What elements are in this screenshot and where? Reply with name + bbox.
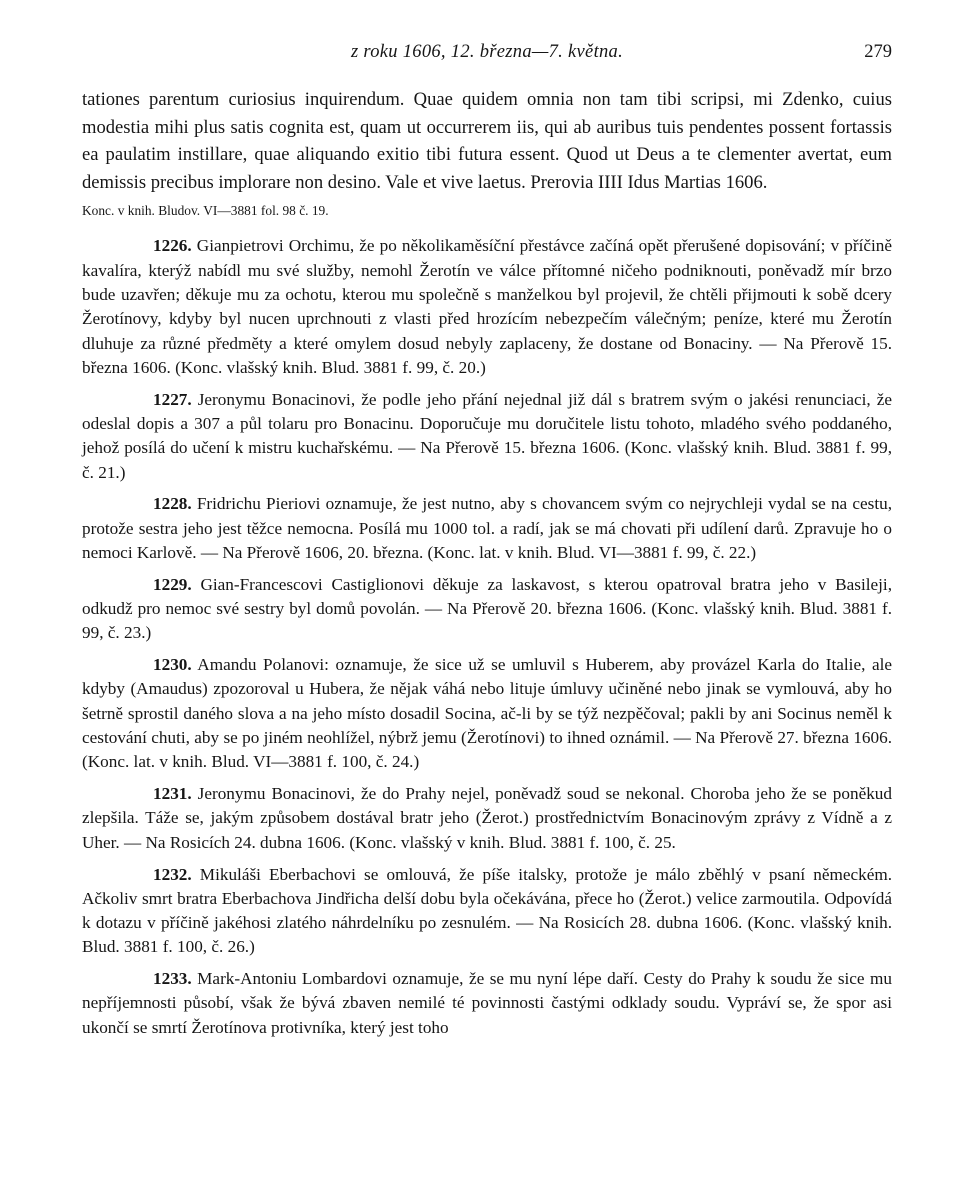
entry-number: 1231. [153, 784, 192, 804]
entry-number: 1229. [153, 574, 192, 594]
letter-entry-1232 [82, 863, 892, 960]
source-citation: Konc. v knih. Bludov. VI—3881 fol. 98 č. 19. [82, 203, 329, 219]
running-title: z roku 1606, 12. března—7. května. [350, 42, 624, 62]
letter-entry-1226 [82, 234, 892, 380]
entry-text: Gian-Francescovi Castiglionovi děkuje za laskavost, s kterou opatroval bratra jeho v Basileji, odkudž pro nemoc své sestry byl domů povolán. — Na Přerově 20. března 1606. (Konc. vlašský knih. Blud. 3881 f. 99, č. 23.) [82, 574, 892, 643]
entry-text: Fridrichu Pieriovi oznamuje, že jest nutno, aby s chovancem svým co nejrychleji vydal se na cestu, protože sestra jeho jest těžce nemocna. Posílá mu 1000 tol. a radí, jak se má chovati při udílení darů. Zpravuje ho o nemoci Karlově. — Na Přerově 1606, 20. března. (Konc. lat. v knih. Blud. VI—3881 f. 99, č. 22.) [82, 494, 892, 562]
letter-entry-1231 [82, 782, 892, 855]
entry-text: Mark-Antoniu Lombardovi oznamuje, že se mu nyní lépe daří. Cesty do Prahy k soudu že sice mu nepříjemnosti působí, však že bývá zbaven nemilé té povinnosti častými odklady soudu. Vypráví se, že spor asi ukončí se smrtí Žerotínova protivníka, který jest toho [82, 969, 892, 1037]
letter-entry-1227 [82, 388, 892, 485]
entry-number: 1228. [153, 494, 192, 514]
letter-entry-1228 [82, 492, 892, 565]
entry-number: 1233. [153, 969, 192, 989]
letter-entry-1229 [82, 573, 892, 646]
entry-number: 1230. [153, 655, 192, 675]
document-page [82, 0, 892, 1178]
entry-text: Gianpietrovi Orchimu, že po několikaměsíční přestávce začíná opět přerušené dopisování; v příčině kavalíra, kterýž nabídl mu své služby, nemohl Žerotín ve válce přítomné ničeho podniknouti, poněvadž mír brzo bude uzavřen; děkuje mu za ochotu, kterou mu společně s manželkou byl projevil, že chtěli přijmouti k sobě dcery Žerotínovy, kdyby byl nucen uprchnouti z vlasti před hrozícím nebezpečím válečným; peníze, které mu Žerotín dluhuje za různé předměty a které omylem dosud nebyly zaplaceny, že dostane od Bonaciny. — Na Přerově 15. března 1606. (Konc. vlašský knih. Blud. 3881 f. 99, č. 20.) [82, 236, 892, 377]
latin-letter-ending: tationes parentum curiosius inquirendum. Quae quidem omnia non tam tibi scripsi, mi Zdenko, cuius modestia mihi plus satis cognita est, quam ut occurrerem iis, qui ab auribus tuis pendentes possent fortassis ea paulatim instillare, quae aliquando exitio tibi futura essent. Quod ut Deus a te clementer avertat, eum demissis precibus implorare non desino. Vale et vive laetus. Prerovia IIII Idus Martias 1606. [82, 89, 892, 193]
page-body [82, 86, 892, 1048]
running-header [82, 42, 892, 70]
page-number: 279 [864, 42, 892, 62]
letter-entry-1233 [82, 967, 892, 1040]
entry-number: 1232. [153, 864, 192, 884]
entry-text: Mikuláši Eberbachovi se omlouvá, že píše italsky, protože je málo zběhlý v psaní německém. Ačkoliv smrt bratra Eberbachova Jindřicha delší dobu byla očekávána, přece ho (Žerot.) velice zarmoutila. Odpovídá k dotazu v příčině jakéhosi zlatého náhrdelníku po zesnulém. — Na Rosicích 28. dubna 1606. (Konc. vlašský knih. Blud. 3881 f. 100, č. 26.) [82, 864, 892, 957]
letter-entry-1230 [82, 653, 892, 774]
entry-number: 1226. [153, 236, 192, 256]
entry-text: Jeronymu Bonacinovi, že podle jeho přání nejednal již dál s bratrem svým o jakési renunciaci, že odeslal dopis a 307 a půl tolaru pro Bonacinu. Doporučuje mu doručitele listu tohoto, mladého svého poddaného, jehož posílá do učení k mistru kuchařskému. — Na Přerově 15. března 1606. (Konc. vlašský knih. Blud. 3881 f. 99, č. 21.) [82, 389, 892, 482]
entry-text: Jeronymu Bonacinovi, že do Prahy nejel, poněvadž soud se nekonal. Choroba jeho že se poněkud zlepšila. Táže se, jakým způsobem dostával bratr jeho (Žerot.) prostřednictvím Bonacinovým zprávy z Vídně a z Uher. — Na Rosicích 24. dubna 1606. (Konc. vlašský v knih. Blud. 3881 f. 100, č. 25. [82, 784, 892, 852]
entry-text: Amandu Polanovi: oznamuje, že sice už se umluvil s Huberem, aby provázel Karla do Italie, ale kdyby (Amaudus) zpozoroval u Hubera, že nějak váhá nebo lituje úmluvy učiněné nebo jinak se vymlouvá, aby ho šetrně sprostil daného slova a na jeho místo dosadil Socina, ač-li by se týž nezpěčoval; pakli by ani Socinus neměl k cestování chuti, aby se po jiném neohlížel, nýbrž jemu (Žerotínovi) to ihned oznámil. — Na Přerově 27. března 1606. (Konc. lat. v knih. Blud. VI—3881 f. 100, č. 24.) [82, 655, 892, 772]
entry-number: 1227. [153, 389, 192, 409]
